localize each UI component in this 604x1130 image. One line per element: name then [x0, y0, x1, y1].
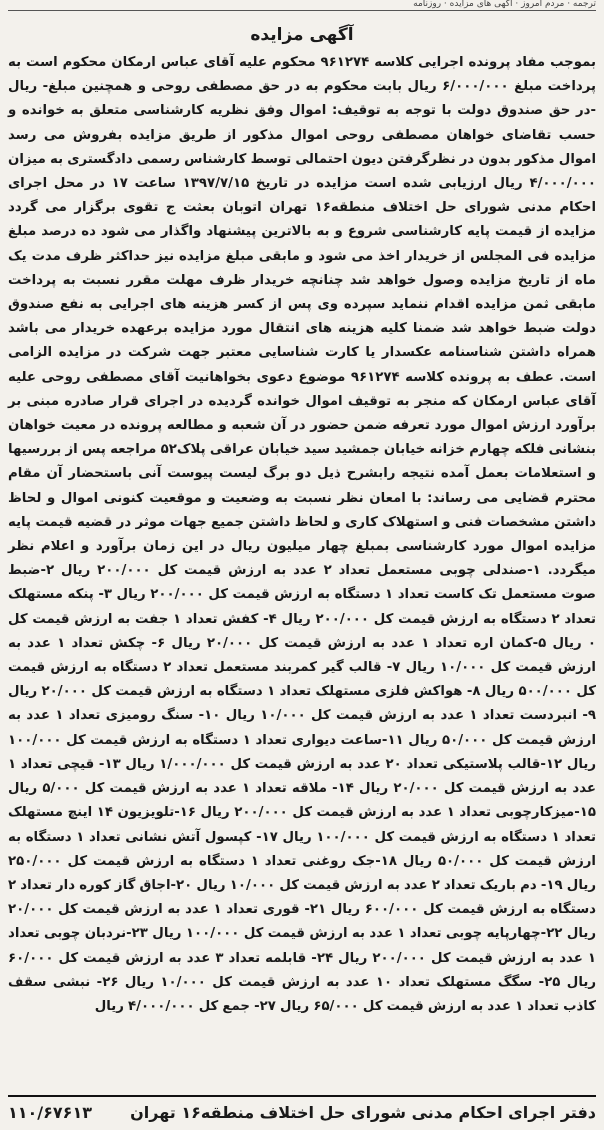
notice-footer: [8, 1095, 596, 1122]
notice-body: بموجب مفاد پرونده اجرایی کلاسه ۹۶۱۲۷۴ محکوم علیه آقای عباس ارمکان محکوم است به پرداخت مبلغ ۶/۰۰۰/۰۰۰ ریال بابت محکوم به در حق مصطفی روحی و همچنین مبلغ- ریال -در حق صندوق دولت با توجه به توقیف: اموال وفق نظریه کارشناسی متعلق به خوانده و حسب تقاضای خواهان مصطفی روحی اموال مذکور از طریق مزایده بفروش می رسد اموال مذکور بدون در نظرگرفتن دیون احتمالی توسط کارشناس رسمی دادگستری به میزان ۴/۰۰۰/۰۰۰ ریال ارزیابی شده است مزایده در تاریخ ۱۳۹۷/۷/۱۵ ساعت ۱۷ در محل اجرای احکام مدنی شورای حل اختلاف منطقه۱۶ تهران اتوبان بعثت ج تقوی برگزار می گردد مزایده از قیمت پایه کارشناسی شروع و به بالاترین پیشنهاد واگذار می شود ده درصد مبلغ مزایده فی المجلس از خریدار اخذ می شود و مابقی مبلغ مزایده نیز حداکثر ظرف مدت یک ماه از تاریخ مزایده وصول خواهد شد چنانچه خریدار ظرف مهلت مقرر نسبت به پرداخت مابقی ثمن مزایده اقدام ننماید سپرده وی پس از کسر هزینه های اجرایی به نفع صندوق دولت ضبط خواهد شد ضمنا کلیه هزینه های انتقال مورد مزایده برعهده خریدار می باشد همراه داشتن شناسنامه عکسدار یا کارت شناسایی معتبر جهت شرکت در مزایده الزامی است. عطف به پرونده کلاسه ۹۶۱۲۷۴ موضوع دعوی بخواهانیت آقای مصطفی روحی علیه آقای عباس ارمکان که منجر به توقیف اموال خوانده گردیده در اجرای قرار صادره مبنی بر برآورد ارزش اموال مورد تعرفه ضمن حضور در آن شعبه و مطالعه پرونده در معیت خواهان بنشانی فلکه چهارم خزانه خیابان جمشید سید خیابان عراقی پلاک۵۲ مراجعه پس از بررسیها و استعلامات بعمل آمده نتیجه رابشرح ذیل دو برگ لیست پیوست آنی باستحضار آن مقام محترم قضایی می رساند: با امعان نظر نسبت به وضعیت و موقعیت کنونی اموال و لحاظ داشتن مشخصات فنی و استهلاک کاری و لحاظ داشتن جمیع جهات موثر در قضیه قیمت پایه مزایده اموال مورد کارشناسی بمبلغ چهار میلیون ریال در این زمان برآورد و اعلام نظر میگردد. ۱-صندلی چوبی مستعمل تعداد ۲ عدد به ارزش قیمت کل ۲۰۰/۰۰۰ ریال ۲-ضبط صوت مستعمل تک کاست تعداد ۱ دستگاه به ارزش قیمت کل ۲۰۰/۰۰۰ ریال ۳- پنکه مستهلک تعداد ۲ دستگاه به ارزش قیمت کل ۲۰۰/۰۰۰ ریال ۴- کفش تعداد ۱ جفت به ارزش قیمت کل ۰ ریال ۵-کمان اره تعداد ۱ عدد به ارزش قیمت کل ۲۰/۰۰۰ ریال ۶- چکش تعداد ۱ عدد به ارزش قیمت کل ۱۰/۰۰۰ ریال ۷- قالب گیر کمربند مستعمل تعداد ۲ دستگاه به ارزش قیمت کل ۵۰۰/۰۰۰ ریال ۸- هواکش فلزی مستهلک تعداد ۱ دستگاه به ارزش قیمت کل ۲۰/۰۰۰ ریال ۹- انبردست تعداد ۱ عدد به ارزش قیمت کل ۱۰/۰۰۰ ریال ۱۰- سنگ رومیزی تعداد ۱ عدد به ارزش قیمت کل ۵۰/۰۰۰ ریال ۱۱-ساعت دیواری تعداد ۱ دستگاه به ارزش قیمت کل ۱۰۰/۰۰۰ ریال ۱۲-قالب پلاستیکی تعداد ۲۰ عدد به ارزش قیمت کل ۱/۰۰۰/۰۰۰ ریال ۱۳- قیچی تعداد ۱ عدد به ارزش قیمت کل ۲۰/۰۰۰ ریال ۱۴- ملاقه تعداد ۱ عدد به ارزش قیمت کل ۵/۰۰۰ ریال ۱۵-میزکارچوبی تعداد ۱ عدد به ارزش قیمت کل ۲۰۰/۰۰۰ ریال ۱۶-تلویزیون ۱۴ اینچ مستهلک تعداد ۱ دستگاه به ارزش قیمت کل ۱۰۰/۰۰۰ ریال ۱۷- کپسول آتش نشانی تعداد ۱ دستگاه به ارزش قیمت کل ۵۰/۰۰۰ ریال ۱۸-جک روغنی تعداد ۱ دستگاه به ارزش قیمت کل ۲۵۰/۰۰۰ ریال ۱۹- دم باریک تعداد ۲ عدد به ارزش قیمت کل ۱۰/۰۰۰ ریال ۲۰-اجاق گاز کوره دار تعداد ۲ دستگاه به ارزش قیمت کل ۶۰۰/۰۰۰ ریال ۲۱- قوری تعداد ۱ عدد به ارزش قیمت کل ۲۰/۰۰۰ ریال ۲۲-چهارپایه چوبی تعداد ۱ عدد به ارزش قیمت کل ۱۰۰/۰۰۰ ریال ۲۳-نردبان چوبی تعداد ۱ عدد به ارزش قیمت کل ۲۰۰/۰۰۰ ریال ۲۴- قابلمه تعداد ۳ عدد به ارزش قیمت کل ۶۰/۰۰۰ ریال ۲۵- سگگ مستهلک تعداد ۱۰ عدد به ارزش قیمت کل ۱۰/۰۰۰ ریال ۲۶- نبشی سقف کاذب تعداد ۱ عدد به ارزش قیمت کل ۶۵/۰۰۰ ریال ۲۷- جمع کل ۴/۰۰۰/۰۰۰ ریال: [8, 55, 597, 1014]
notice-code: ۱۱۰/۶۷۶۱۳: [8, 1103, 92, 1122]
notice-title: آگهی مزایده: [250, 25, 354, 45]
issuer-name: دفتر اجرای احکام مدنی شورای حل اختلاف منطقه۱۶ تهران: [130, 1103, 596, 1122]
header-strip: ترجمه · مردم امروز · آگهی های مزایده · روزنامه: [8, 0, 596, 11]
